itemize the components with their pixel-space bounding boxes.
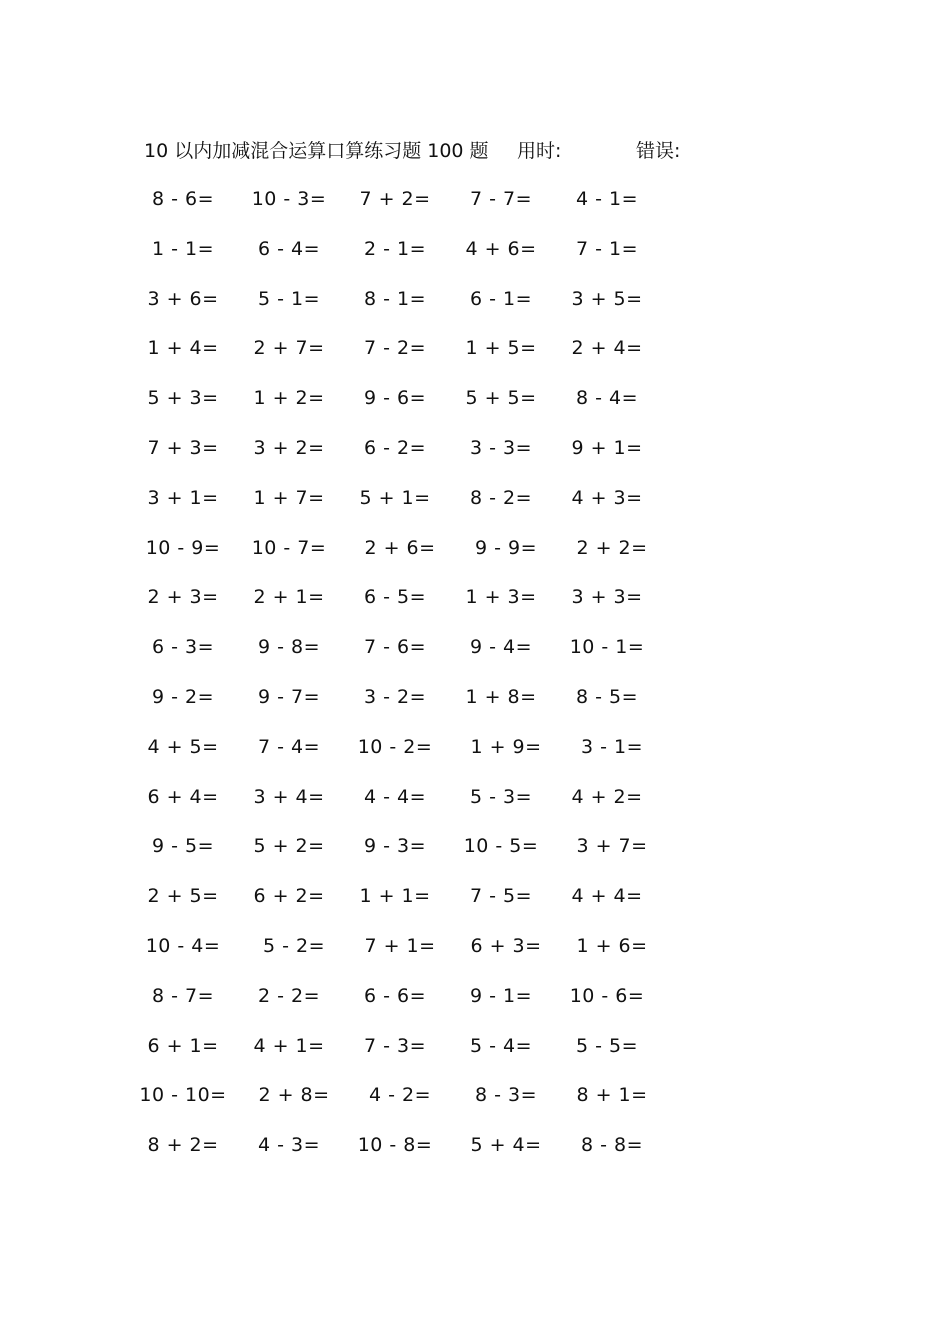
math-problem: 1 + 2=: [253, 387, 325, 410]
math-problem: 10 - 6=: [569, 984, 645, 1007]
problem-row: [128, 631, 688, 681]
math-problem: 4 + 6=: [465, 237, 537, 260]
math-problem: 8 - 6=: [151, 188, 215, 210]
math-problem: 7 - 2=: [363, 337, 427, 360]
math-problem: 9 - 1=: [469, 984, 533, 1007]
math-problem: 9 - 4=: [469, 636, 533, 659]
math-problem: 5 - 5=: [575, 1034, 639, 1057]
problem-row: [128, 233, 688, 283]
math-problem: 5 + 1=: [359, 486, 431, 509]
math-problem: 8 - 1=: [363, 287, 427, 310]
math-problem: 9 - 9=: [474, 536, 538, 559]
math-problem: 7 + 3=: [147, 436, 219, 459]
math-problem: 4 + 5=: [147, 735, 219, 758]
math-problem: 10 - 2=: [357, 735, 433, 758]
math-problem: 3 + 4=: [253, 785, 325, 808]
math-problem: 3 + 7=: [576, 835, 648, 858]
error-count-label: 错误:: [636, 140, 681, 162]
problem-row: [128, 382, 688, 432]
math-problem: 4 + 3=: [571, 486, 643, 509]
math-problem: 9 + 1=: [571, 436, 643, 459]
math-problem: 7 - 5=: [469, 885, 533, 908]
math-problem: 10 - 10=: [139, 1084, 227, 1107]
math-problem: 4 + 4=: [571, 885, 643, 908]
math-problem: 8 - 3=: [474, 1084, 538, 1107]
math-problem: 8 - 7=: [151, 984, 215, 1007]
math-problem: 2 - 1=: [363, 237, 427, 260]
worksheet-title: 10 以内加减混合运算口算练习题 100 题: [144, 140, 489, 162]
math-problem: 1 + 7=: [253, 486, 325, 509]
math-problem: 7 + 2=: [359, 188, 431, 210]
math-problem: 1 + 4=: [147, 337, 219, 360]
math-problem: 5 - 3=: [469, 785, 533, 808]
problem-row: [128, 1030, 688, 1080]
math-problem: 3 + 5=: [571, 287, 643, 310]
math-problem: 2 + 8=: [258, 1084, 330, 1107]
math-problem: 1 + 6=: [576, 934, 648, 957]
math-problem: 8 - 4=: [575, 387, 639, 410]
math-problem: 4 - 3=: [257, 1134, 321, 1157]
problem-row: [128, 482, 688, 532]
math-problem: 9 - 6=: [363, 387, 427, 410]
math-problem: 6 - 1=: [469, 287, 533, 310]
problem-row: [128, 332, 688, 382]
math-problem: 3 - 1=: [580, 735, 644, 758]
math-problem: 10 - 7=: [251, 536, 327, 559]
time-used-label: 用时:: [517, 140, 562, 162]
math-problem: 3 + 6=: [147, 287, 219, 310]
math-problem: 2 + 4=: [571, 337, 643, 360]
math-problem: 9 - 2=: [151, 685, 215, 708]
math-problem: 1 + 5=: [465, 337, 537, 360]
problem-row: [128, 432, 688, 482]
math-problem: 4 - 1=: [575, 188, 639, 210]
math-problem: 6 + 2=: [253, 885, 325, 908]
math-problem: 3 + 1=: [147, 486, 219, 509]
math-problem: 10 - 8=: [357, 1134, 433, 1157]
math-problem: 8 - 2=: [469, 486, 533, 509]
math-problem: 10 - 4=: [145, 934, 221, 957]
math-problem: 8 - 8=: [580, 1134, 644, 1157]
math-problem: 4 - 2=: [368, 1084, 432, 1107]
math-problem: 1 - 1=: [151, 237, 215, 260]
math-problem: 4 - 4=: [363, 785, 427, 808]
math-problem: 1 + 1=: [359, 885, 431, 908]
math-problem: 2 - 2=: [257, 984, 321, 1007]
math-problem: 2 + 5=: [147, 885, 219, 908]
math-problem: 7 + 1=: [364, 934, 436, 957]
math-problem: 2 + 7=: [253, 337, 325, 360]
math-problem: 5 + 5=: [465, 387, 537, 410]
math-problem: 5 - 4=: [469, 1034, 533, 1057]
math-problem: 5 + 3=: [147, 387, 219, 410]
math-problem: 6 + 3=: [470, 934, 542, 957]
math-problem: 5 + 2=: [253, 835, 325, 858]
problem-row: [128, 581, 688, 631]
math-problem: 5 + 4=: [470, 1134, 542, 1157]
math-problem: 1 + 3=: [465, 586, 537, 609]
math-problem: 8 + 1=: [576, 1084, 648, 1107]
problem-grid: [128, 183, 688, 1179]
math-problem: 2 + 3=: [147, 586, 219, 609]
math-problem: 9 - 3=: [363, 835, 427, 858]
math-problem: 8 - 5=: [575, 685, 639, 708]
math-problem: 10 - 1=: [569, 636, 645, 659]
math-problem: 10 - 3=: [251, 188, 327, 210]
math-problem: 7 - 1=: [575, 237, 639, 260]
problem-row: [128, 532, 688, 582]
math-problem: 6 - 5=: [363, 586, 427, 609]
math-problem: 7 - 4=: [257, 735, 321, 758]
math-problem: 6 - 3=: [151, 636, 215, 659]
math-problem: 10 - 5=: [463, 835, 539, 858]
problem-row: [128, 1079, 688, 1129]
problem-row: [128, 731, 688, 781]
math-problem: 10 - 9=: [145, 536, 221, 559]
math-problem: 9 - 7=: [257, 685, 321, 708]
math-problem: 1 + 8=: [465, 685, 537, 708]
math-problem: 3 - 2=: [363, 685, 427, 708]
math-problem: 2 + 1=: [253, 586, 325, 609]
math-problem: 6 - 4=: [257, 237, 321, 260]
math-problem: 4 + 2=: [571, 785, 643, 808]
math-problem: 6 + 1=: [147, 1034, 219, 1057]
math-problem: 6 + 4=: [147, 785, 219, 808]
problem-row: [128, 283, 688, 333]
math-problem: 8 + 2=: [147, 1134, 219, 1157]
math-problem: 3 + 2=: [253, 436, 325, 459]
math-problem: 6 - 2=: [363, 436, 427, 459]
math-problem: 3 - 3=: [469, 436, 533, 459]
math-problem: 2 + 6=: [364, 536, 436, 559]
math-problem: 2 + 2=: [576, 536, 648, 559]
problem-row: [128, 681, 688, 731]
problem-row: [128, 183, 688, 233]
math-problem: 9 - 5=: [151, 835, 215, 858]
math-problem: 4 + 1=: [253, 1034, 325, 1057]
math-problem: 5 - 1=: [257, 287, 321, 310]
problem-row: [128, 930, 688, 980]
math-problem: 7 - 6=: [363, 636, 427, 659]
problem-row: [128, 980, 688, 1030]
math-problem: 1 + 9=: [470, 735, 542, 758]
problem-row: [128, 880, 688, 930]
math-problem: 7 - 3=: [363, 1034, 427, 1057]
math-problem: 5 - 2=: [262, 934, 326, 957]
math-problem: 3 + 3=: [571, 586, 643, 609]
problem-row: [128, 781, 688, 831]
math-problem: 6 - 6=: [363, 984, 427, 1007]
math-problem: 7 - 7=: [469, 188, 533, 210]
problem-row: [128, 1129, 688, 1179]
problem-row: [128, 830, 688, 880]
math-problem: 9 - 8=: [257, 636, 321, 659]
